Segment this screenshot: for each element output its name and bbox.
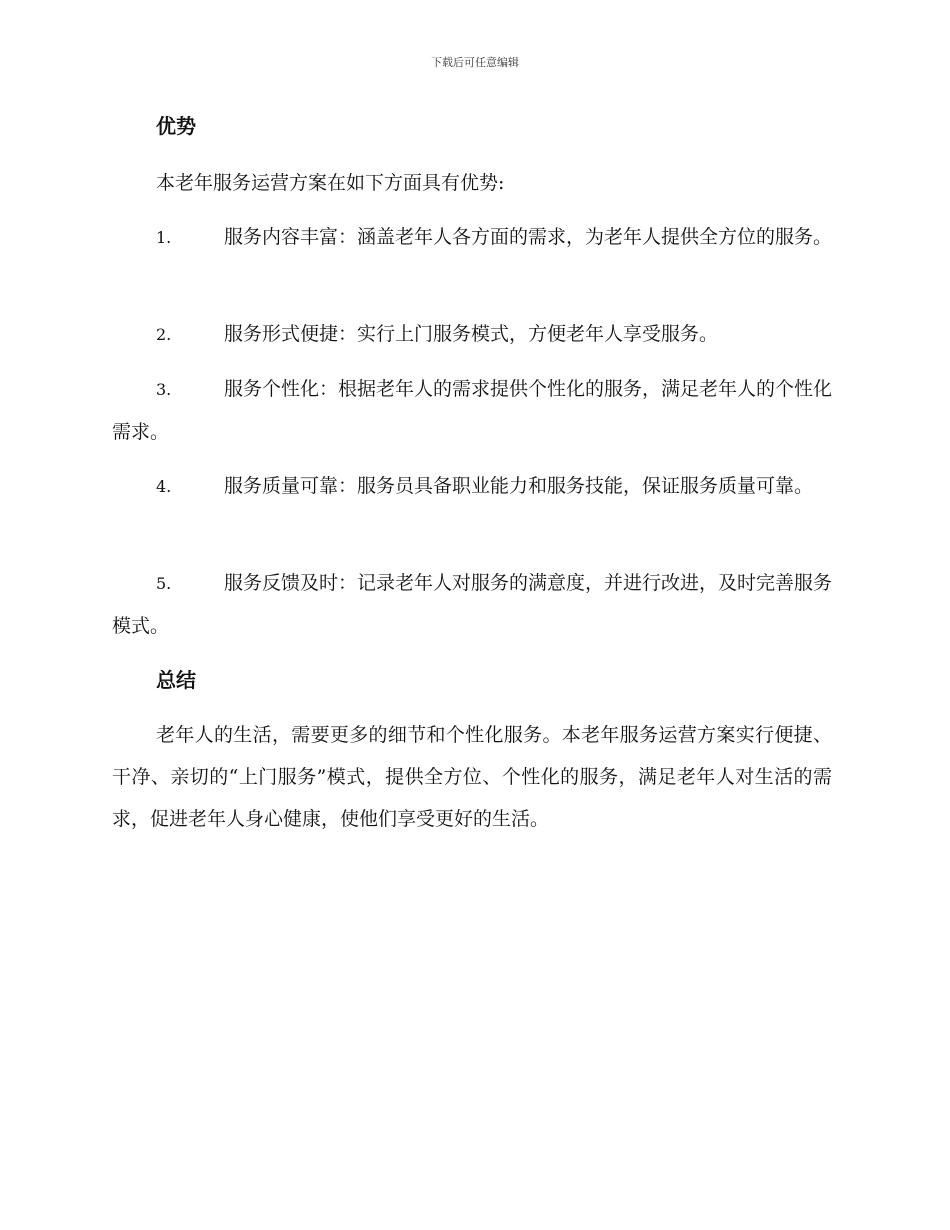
advantage-item-4: [112, 465, 832, 508]
item-text: 服务形式便捷：实行上门服务模式，方便老年人享受服务。: [224, 323, 719, 345]
item-number: 2.: [156, 325, 172, 344]
summary-heading: 总结: [156, 668, 196, 692]
advantages-heading: 优势: [156, 114, 196, 138]
advantage-item-5: [112, 562, 832, 647]
item-text: 服务内容丰富：涵盖老年人各方面的需求，为老年人提供全方位的服务。: [224, 226, 833, 248]
advantages-intro: 本老年服务运营方案在如下方面具有优势:: [156, 172, 505, 194]
item-text: 服务质量可靠：服务员具备职业能力和服务技能，保证服务质量可靠。: [224, 475, 814, 497]
page-header: 下载后可任意编辑: [431, 56, 519, 69]
item-text: 服务反馈及时：记录老年人对服务的满意度，并进行改进，及时完善服务模式。: [112, 572, 833, 637]
item-number: 4.: [156, 477, 172, 496]
item-number: 5.: [156, 574, 172, 593]
advantage-item-2: [112, 313, 832, 356]
advantage-item-1: [112, 216, 832, 259]
item-number: 3.: [156, 380, 172, 399]
summary-body: 老年人的生活，需要更多的细节和个性化服务。本老年服务运营方案实行便捷、干净、亲切的“上门服务”模式，提供全方位、个性化的服务，满足老年人对生活的需求，促进老年人身心健康，使他们享受更好的生活。: [112, 724, 832, 830]
item-number: 1.: [156, 228, 172, 247]
item-text: 服务个性化：根据老年人的需求提供个性化的服务，满足老年人的个性化需求。: [112, 378, 833, 443]
advantage-item-3: [112, 368, 832, 453]
